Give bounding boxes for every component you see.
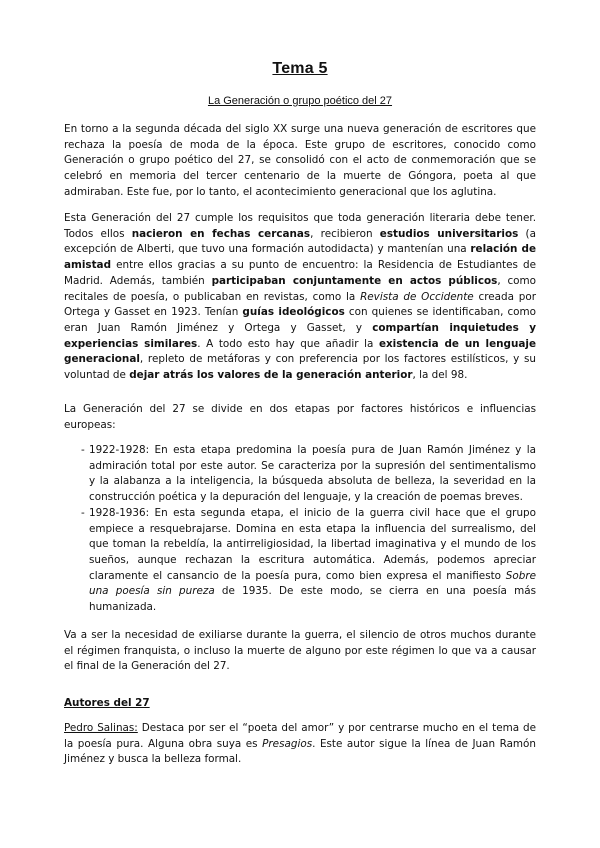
- text-run: entre ellos gracias a su punto de encuentro: la Residencia de Estudiantes de Madrid. Además, también: [64, 259, 536, 287]
- author-name-salinas: Pedro Salinas:: [64, 722, 138, 734]
- italic-run: Revista de Occidente: [360, 290, 474, 303]
- text-run: con quienes se identificaban, como eran Juan Ramón Jiménez y Ortega y Gasset, y: [64, 306, 537, 334]
- intro-text: En torno a la segunda década del siglo XX surge una nueva generación de escritores que rechaza la poesía de moda de la época. Este grupo de escritores, conocido como Generación o grupo poético del 27, se consolidó con el acto de conmemoración que se celebró en memoria del tercer centenario de la muerte de Góngora, poeta al que admiraban. Este fue, por lo tanto, el acontecimiento generacional que los aglutina.: [64, 123, 536, 198]
- text-run: , la del 98.: [412, 369, 468, 382]
- bold-run: guías ideológicos: [242, 306, 345, 319]
- bold-run: nacieron en fechas cercanas: [131, 227, 311, 240]
- dash-bullet: -: [81, 444, 85, 456]
- text-run: . A todo esto hay que añadir la: [197, 337, 379, 350]
- autores-heading: Autores del 27: [64, 697, 150, 709]
- bold-run: relación de amistad: [64, 243, 536, 272]
- bold-run: estudios universitarios: [379, 227, 519, 240]
- etapas-list: [64, 443, 536, 616]
- bold-run: existencia de un lenguaje generacional: [64, 337, 537, 366]
- bold-run: participaban conjuntamente en actos públicos: [211, 274, 498, 287]
- text-run: . Este autor sigue la línea de Juan Ramón Jiménez y busca la belleza formal.: [64, 737, 536, 766]
- list-item: [64, 443, 536, 506]
- text-run: Esta Generación del 27 cumple los requisitos que toda generación literaria debe tener. Todos ellos: [64, 212, 536, 240]
- salinas-paragraph: [64, 721, 536, 768]
- etapas-intro-paragraph: [64, 402, 536, 433]
- list-item: [64, 506, 536, 616]
- page-subtitle: La Generación o grupo poético del 27: [207, 95, 393, 107]
- page-title: Tema 5: [272, 60, 328, 77]
- requisitos-paragraph: [64, 211, 536, 384]
- manifesto-title: Sobre una poesía sin pureza: [89, 569, 536, 598]
- work-title: Presagios: [262, 737, 313, 750]
- text-run: creada por Ortega y Gasset en 1923. Tenían: [64, 290, 537, 319]
- text-run: Destaca por ser el “poeta del amor” y por centrarse mucho en el tema de la poesía pura. Alguna obra suya es: [64, 722, 536, 750]
- text-run: , recibieron: [310, 227, 380, 240]
- etapa-2-text-b: de 1935. De este modo, se cierra en una poesía más humanizada.: [89, 585, 536, 614]
- etapa-1-text: 1922-1928: En esta etapa predomina la poesía pura de Juan Ramón Jiménez y la admiración total por este autor. Se caracteriza por la supresión del sentimentalismo y la alabanza a la inteligencia, la búsqueda absoluta de belleza, la severidad en la construcción poética y la depuración del lenguaje, y la creación de poemas breves.: [89, 444, 536, 504]
- etapa-2-text-a: 1928-1936: En esta segunda etapa, el inicio de la guerra civil hace que el grupo empiece a resquebrajarse. Domina en esta etapa la influencia del surrealismo, del que toman la rebeldía, la antirreligiosidad, la libertad imaginativa y el mundo de los sueños, aunque rechazan la escritura automática. Además, podemos apreciar claramente el cansancio de la poesía pura, como bien expresa el manifiesto: [89, 506, 536, 582]
- text-run: , repleto de metáforas y con preferencia por los factores estilísticos, y su voluntad de: [64, 353, 536, 382]
- text-run: (a excepción de Alberti, que tuvo una formación autodidacta) y mantenían una: [64, 227, 536, 256]
- final-text: Va a ser la necesidad de exiliarse durante la guerra, el silencio de otros muchos durante el régimen franquista, o incluso la muerte de alguno por este régimen lo que va a causar el final de la Generación del 27.: [64, 629, 536, 673]
- text-run: , como recitales de poesía, o publicaban en revistas, como la: [64, 274, 536, 303]
- bold-run: compartían inquietudes y experiencias similares: [64, 321, 536, 350]
- final-paragraph: [64, 628, 536, 675]
- bold-run: dejar atrás los valores de la generación anterior: [129, 369, 413, 382]
- intro-paragraph: [64, 122, 536, 201]
- dash-bullet: -: [81, 506, 85, 519]
- etapas-intro-text: La Generación del 27 se divide en dos etapas por factores históricos e influencias europeas:: [64, 403, 536, 431]
